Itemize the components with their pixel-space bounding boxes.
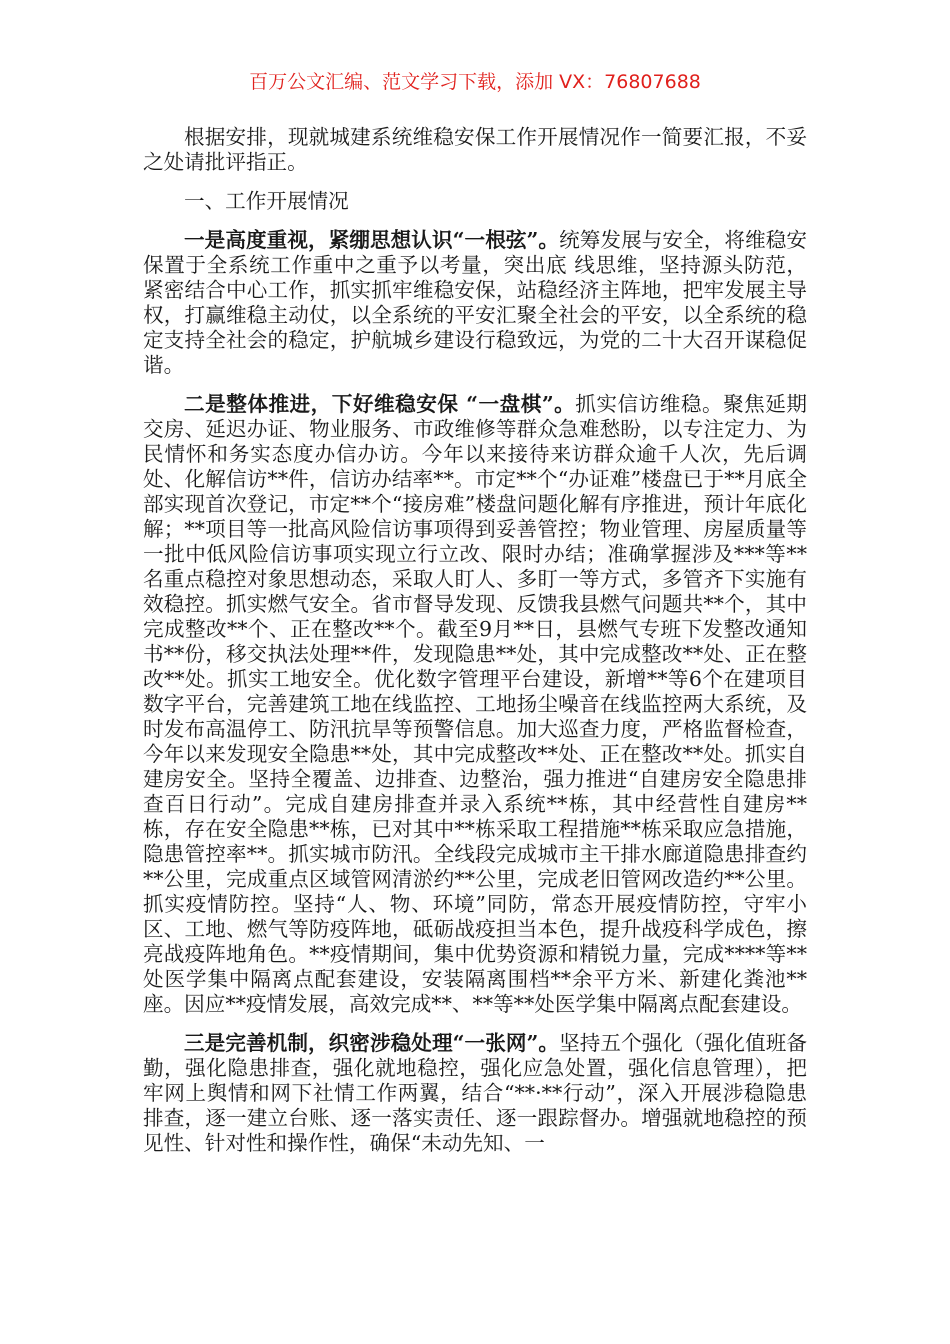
paragraph-3 [143, 1031, 807, 1156]
paragraph-2-body: 抓实信访维稳。聚焦延期交房、延迟办证、物业服务、市政维修等群众急难愁盼，以专注定力、为民情怀和务实态度办信办访。今年以来接待来访群众逾千人次，先后调处、化解信访**件，信访办结率**。市定**个“办证难”楼盘已于**月底全部实现首次登记，市定**个“接房难”楼盘问题化解有序推进，预计年底化解；**项目等一批高风险信访事项得到妥善管控；物业管理、房屋质量等一批中低风险信访事项实现立行立改、限时办结；准确掌握涉及***等**名重点稳控对象思想动态，采取人盯人、多盯一等方式，多管齐下实施有效稳控。抓实燃气安全。省市督导发现、反馈我县燃气问题共**个，其中完成整改**个、正在整改**个。截至9月**日，县燃气专班下发整改通知书**份，移交执法处理**件，发现隐患**处，其中完成整改**处、正在整改**处。抓实工地安全。优化数字管理平台建设，新增**等6个在建项目数字平台，完善建筑工地在线监控、工地扬尘噪音在线监控两大系统，及时发布高温停工、防汛抗旱等预警信息。加大巡查力度，严格监督检查，今年以来发现安全隐患**处，其中完成整改**处、正在整改**处。抓实自建房安全。坚持全覆盖、边排查、边整治，强力推进“自建房安全隐患排查百日行动”。完成自建房排查并录入系统**栋，其中经营性自建房**栋，存在安全隐患**栋，已对其中**栋采取工程措施**栋采取应急措施，隐患管控率**。抓实城市防汛。全线段完成城市主干排水廊道隐患排查约**公里，完成重点区域管网清淤约**公里，完成老旧管网改造约**公里。抓实疫情防控。坚持“人、物、环境”同防，常态开展疫情防控，守牢小区、工地、燃气等防疫阵地，砥砺战疫担当本色，提升战疫科学成色，擦亮战疫阵地角色。**疫情期间，集中优势资源和精锐力量，完成****等**处医学集中隔离点配套建设，安装隔离围档**余平方米、新建化粪池**座。因应**疫情发展，高效完成**、**等**处医学集中隔离点配套建设。 [143, 392, 807, 1016]
intro-paragraph: 根据安排，现就城建系统维稳安保工作开展情况作一简要汇报，不妥之处请批评指正。 [143, 125, 807, 174]
document-body [143, 125, 807, 1156]
paragraph-3-body: 坚持五个强化（强化值班备勤，强化隐患排查，强化就地稳控，强化应急处置，强化信息管理），把牢网上舆情和网下社情工作两翼，结合“**·**行动”，深入开展涉稳隐患排查，逐一建立台账、逐一落实责任、逐一跟踪督办。增强就地稳控的预见性、针对性和操作性，确保“未动先知、一 [143, 1031, 807, 1155]
paragraph-1 [143, 228, 807, 378]
section-heading: 一、工作开展情况 [184, 189, 349, 213]
paragraph-1-body: 统筹发展与安全，将维稳安保置于全系统工作重中之重予以考量，突出底 线思维，坚持源头防范，紧密结合中心工作，抓实抓牢维稳安保，站稳经济主阵地，把牢发展主导权，打赢维稳主动仗，以全系统的平安汇聚全社会的平安，以全系统的稳定支持全社会的稳定，护航城乡建设行稳致远，为党的二十大召开谋稳促谐。 [143, 228, 807, 377]
paragraph-2-lead: 二是整体推进，下好维稳安保 “一盘棋”。 [184, 392, 576, 416]
watermark-banner: 百万公文汇编、范文学习下载，添加 VX：76807688 [249, 71, 701, 93]
paragraph-1-lead: 一是高度重视，紧绷思想认识“一根弦”。 [184, 228, 560, 252]
paragraph-2 [143, 392, 807, 1017]
paragraph-3-lead: 三是完善机制，织密涉稳处理“一张网”。 [184, 1031, 560, 1055]
